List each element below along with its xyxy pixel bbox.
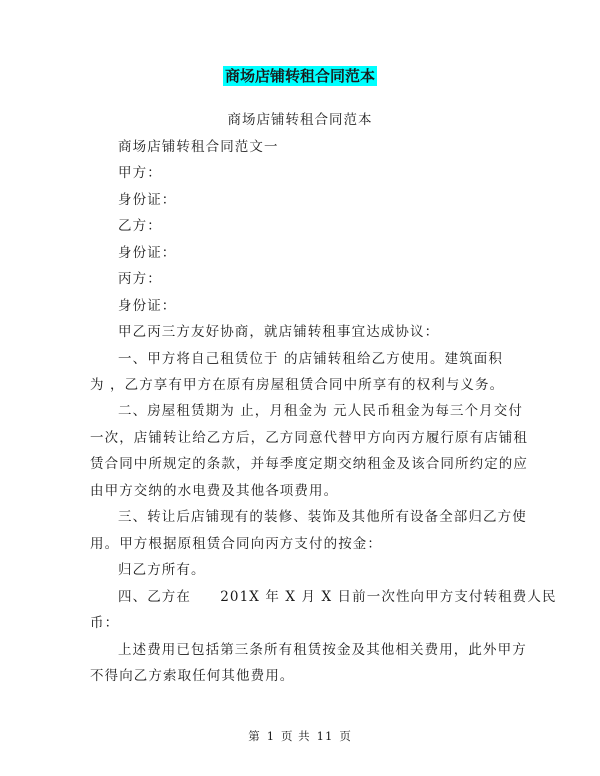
page-footer: [0, 728, 600, 744]
contract-heading-line: 商场店铺转租合同范文一: [118, 139, 279, 155]
clause-3-line-3: 归乙方所有。: [118, 562, 206, 578]
agreement-intro: 甲乙丙三方友好协商，就店铺转租事宜达成协议：: [118, 324, 440, 340]
party-a-label: 甲方：: [118, 165, 162, 181]
highlighted-title-text: 商场店铺转租合同范本: [224, 67, 375, 85]
party-c-id-label: 身份证：: [118, 298, 177, 314]
clause-4-line-1: 四、乙方在 201X 年 X 月 X 日前一次性向甲方支付转租费人民: [118, 589, 557, 605]
clause-3-line-2: 用。甲方根据原租赁合同向丙方支付的按金：: [90, 536, 382, 552]
party-c-label: 丙方：: [118, 271, 162, 287]
total-pages-number: 11: [316, 729, 334, 743]
page-label-prefix: 第: [248, 729, 261, 743]
fee-note-line-2: 不得向乙方索取任何其他费用。: [90, 668, 295, 684]
clause-1-line-1: 一、甲方将自己租赁位于 的店铺转租给乙方使用。建筑面积: [118, 351, 503, 367]
page-label-mid: 页 共: [281, 729, 311, 743]
clause-2-line-3: 赁合同中所规定的条款，并每季度定期交纳租金及该合同所约定的应: [90, 456, 528, 472]
document-subtitle: 商场店铺转租合同范本: [227, 112, 373, 128]
clause-1-line-2: 为 ，乙方享有甲方在原有房屋租赁合同中所享有的权利与义务。: [90, 377, 505, 393]
clause-3-line-1: 三、转让后店铺现有的装修、装饰及其他所有设备全部归乙方使: [118, 509, 527, 525]
party-b-id-label: 身份证：: [118, 245, 177, 261]
party-a-id-label: 身份证：: [118, 192, 177, 208]
clause-4-line-2: 币：: [90, 615, 120, 631]
page-label-suffix: 页: [339, 729, 352, 743]
clause-2-line-4: 由甲方交纳的水电费及其他各项费用。: [90, 483, 339, 499]
clause-2-line-2: 一次，店铺转让给乙方后，乙方同意代替甲方向丙方履行原有店铺租: [90, 430, 528, 446]
document-title: [0, 66, 600, 86]
fee-note-line-1: 上述费用已包括第三条所有租赁按金及其他相关费用，此外甲方: [118, 642, 527, 658]
clause-2-line-1: 二、房屋租赁期为 止，月租金为 元人民币租金为每三个月交付: [118, 403, 523, 419]
party-b-label: 乙方：: [118, 218, 162, 234]
current-page-number: 1: [266, 729, 276, 743]
